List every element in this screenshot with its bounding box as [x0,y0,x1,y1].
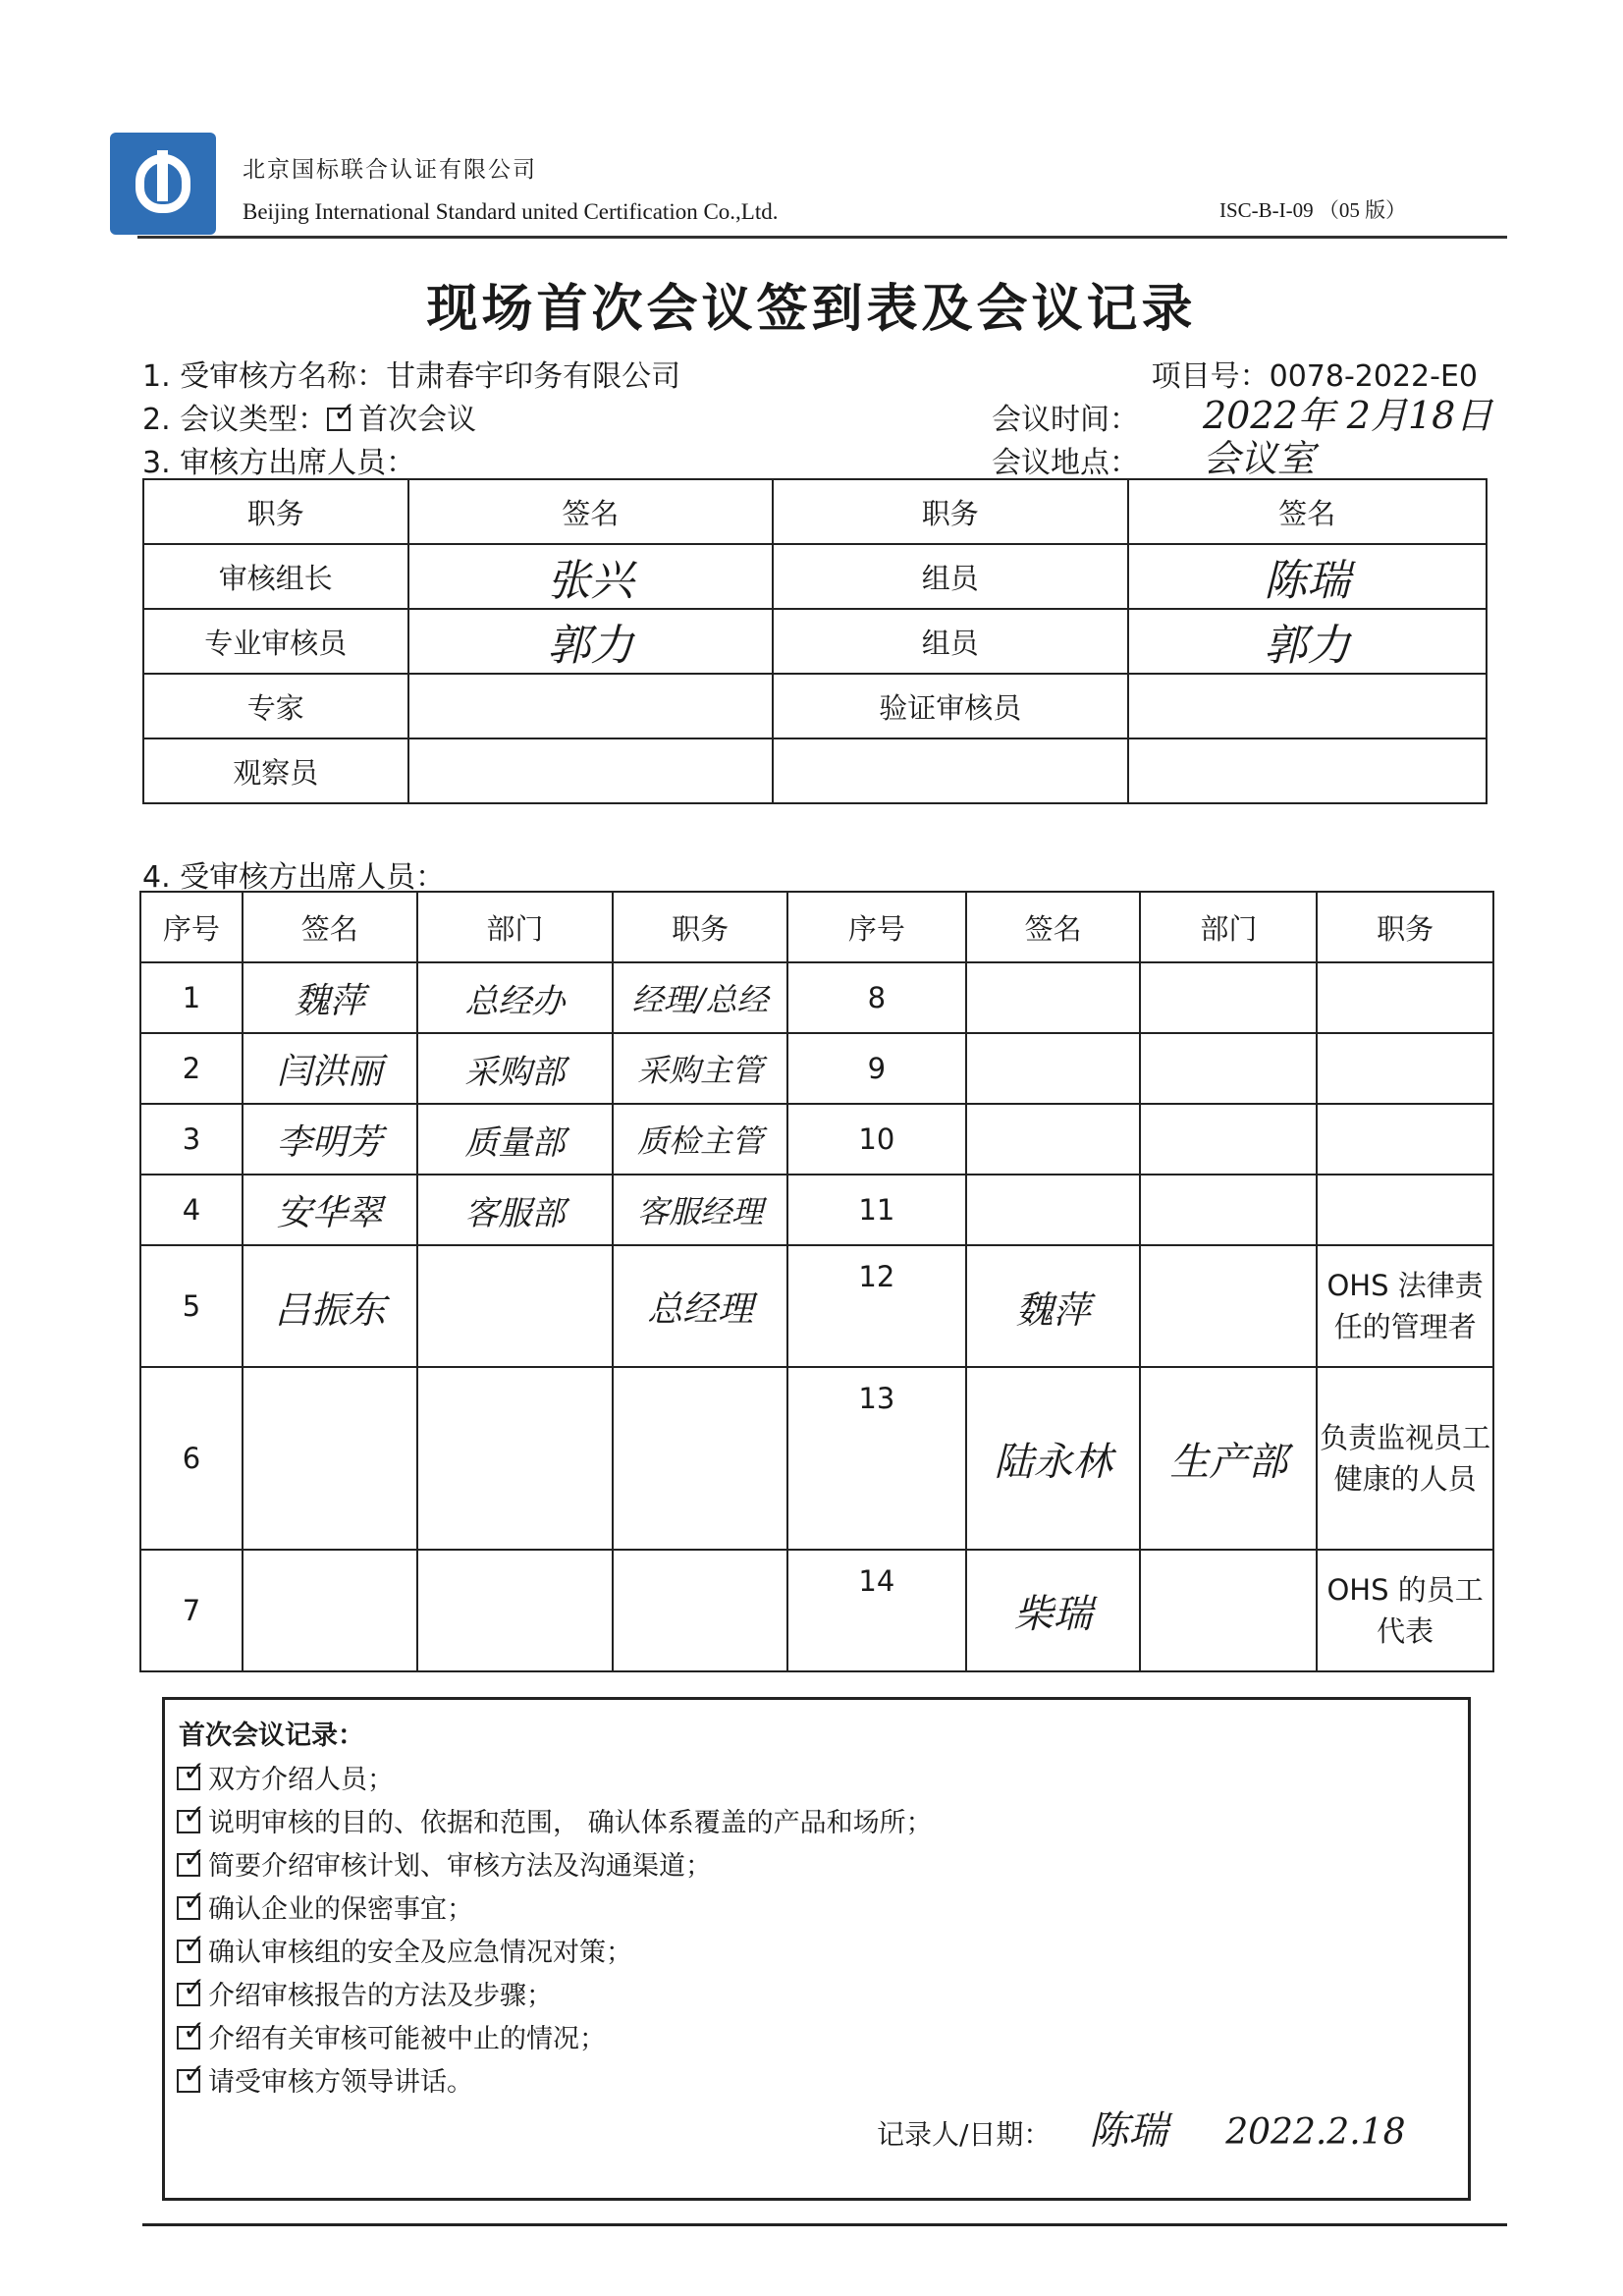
department-cell [417,1550,614,1671]
footer-divider [142,2223,1507,2226]
auditee-label: 1. 受审核方名称： [142,359,387,394]
note-item: ✓请受审核方领导讲话。 [177,2060,473,2099]
department-cell [1140,1104,1317,1175]
position-cell [613,1367,787,1550]
role-cell: 观察员 [143,738,408,803]
table-header-row [143,479,1487,544]
signature-cell [1128,674,1488,738]
position-cell [1317,1104,1493,1175]
signature-cell [243,1367,417,1550]
note-item: ✓确认企业的保密事宜； [177,1887,473,1926]
signature-cell [408,738,773,803]
table-row [140,1104,1493,1175]
table-row [143,544,1487,609]
note-item: ✓简要介绍审核计划、审核方法及沟通渠道； [177,1844,712,1883]
number-cell: 12 [787,1245,966,1367]
table-row [143,609,1487,674]
recorder-label: 记录人/日期： [877,2118,1052,2151]
table-row [140,1550,1493,1671]
table-row [140,1245,1493,1367]
checkbox-icon [177,2026,200,2050]
page-title: 现场首次会议签到表及会议记录 [426,280,1197,339]
auditee-attendees-label: 4. 受审核方出席人员： [142,860,446,895]
logo-bar-icon [157,150,168,201]
signature-cell: 李明芳 [243,1104,417,1175]
auditee-name: 甘肃春宇印务有限公司 [386,359,681,394]
role-cell: 审核组长 [143,544,408,609]
header-divider [137,236,1507,239]
position-cell [1317,962,1493,1033]
number-cell: 5 [140,1245,243,1367]
role-cell: 专家 [143,674,408,738]
number-cell: 9 [787,1033,966,1104]
number-cell: 10 [787,1104,966,1175]
position-cell: OHS 法律责任的管理者 [1317,1245,1493,1367]
number-cell: 11 [787,1175,966,1245]
signature-cell: 郭力 [1128,609,1488,674]
note-item: ✓确认审核组的安全及应急情况对策； [177,1931,632,1969]
role-cell: 组员 [773,609,1127,674]
number-cell: 3 [140,1104,243,1175]
position-cell: OHS 的员工代表 [1317,1550,1493,1671]
auditee-attendees-table [139,891,1494,1672]
note-item: ✓介绍有关审核可能被中止的情况； [177,2017,606,2055]
meeting-type-value: 首次会议 [358,403,477,437]
position-cell: 采购主管 [613,1033,787,1104]
header-cell: 签名 [408,479,773,544]
recorder-line [877,2100,1405,2156]
number-cell: 4 [140,1175,243,1245]
number-cell: 6 [140,1367,243,1550]
document-code: ISC-B-I-09 （05 版） [1219,198,1407,222]
position-cell [613,1550,787,1671]
checkbox-icon [327,408,351,431]
position-cell: 总经理 [613,1245,787,1367]
meeting-place-label: 会议地点： [992,446,1139,480]
department-cell [417,1245,614,1367]
recorder-date: 2022.2.18 [1225,2112,1406,2153]
department-cell [417,1367,614,1550]
department-cell [1140,1175,1317,1245]
signature-cell: 陈瑞 [1128,544,1488,609]
department-cell [1140,1550,1317,1671]
company-name-cn: 北京国标联合认证有限公司 [243,157,537,183]
meeting-place-value: 会议室 [1203,437,1316,480]
signature-cell: 魏萍 [243,962,417,1033]
header-cell: 序号 [787,892,966,962]
company-logo [110,133,216,235]
department-cell: 总经办 [417,962,614,1033]
header-cell: 职务 [143,479,408,544]
note-item: ✓介绍审核报告的方法及步骤； [177,1974,553,2012]
number-cell: 2 [140,1033,243,1104]
department-cell: 质量部 [417,1104,614,1175]
header-cell: 职务 [773,479,1127,544]
meeting-type-label: 2. 会议类型： [142,403,328,437]
department-cell: 客服部 [417,1175,614,1245]
signature-cell: 闫洪丽 [243,1033,417,1104]
note-item: ✓双方介绍人员； [177,1758,394,1796]
signature-cell: 柴瑞 [966,1550,1141,1671]
position-cell: 经理/总经 [613,962,787,1033]
signature-cell [966,1104,1141,1175]
number-cell: 14 [787,1550,966,1671]
header-cell: 签名 [243,892,417,962]
meeting-type-line [142,395,476,438]
signature-cell: 安华翠 [243,1175,417,1245]
header-cell: 部门 [417,892,614,962]
signature-cell: 魏萍 [966,1245,1141,1367]
table-row [140,1033,1493,1104]
notes-title: 首次会议记录： [179,1721,364,1751]
department-cell [1140,1245,1317,1367]
header-cell: 职务 [1317,892,1493,962]
project-number: 项目号：0078-2022-E0 [1151,359,1478,394]
recorder-signature: 陈瑞 [1089,2108,1168,2154]
number-cell: 7 [140,1550,243,1671]
department-cell: 生产部 [1140,1367,1317,1550]
number-cell: 13 [787,1367,966,1550]
signature-cell: 陆永林 [966,1367,1141,1550]
signature-cell [1128,738,1488,803]
audit-team-label: 3. 审核方出席人员： [142,446,416,480]
position-cell: 质检主管 [613,1104,787,1175]
signature-cell [408,674,773,738]
table-row [140,1175,1493,1245]
audit-team-table [142,478,1488,804]
table-row [143,674,1487,738]
header-cell: 序号 [140,892,243,962]
checkbox-icon [177,1983,200,2006]
checkbox-icon [177,2069,200,2093]
role-cell [773,738,1127,803]
table-header-row [140,892,1493,962]
checkbox-icon [177,1853,200,1877]
role-cell: 组员 [773,544,1127,609]
meeting-time-value: 2022年 2月18日 [1203,394,1493,437]
table-row [140,962,1493,1033]
position-cell: 负责监视员工健康的人员 [1317,1367,1493,1550]
position-cell [1317,1033,1493,1104]
signature-cell [966,962,1141,1033]
number-cell: 1 [140,962,243,1033]
table-row [143,738,1487,803]
department-cell [1140,1033,1317,1104]
signature-cell [966,1175,1141,1245]
checkbox-icon [177,1810,200,1833]
department-cell: 采购部 [417,1033,614,1104]
checkbox-icon [177,1896,200,1920]
signature-cell: 郭力 [408,609,773,674]
number-cell: 8 [787,962,966,1033]
checkbox-icon [177,1767,200,1790]
checkbox-icon [177,1940,200,1963]
position-cell [1317,1175,1493,1245]
header-cell: 签名 [1128,479,1488,544]
table-row [140,1367,1493,1550]
meeting-time-label: 会议时间： [992,403,1139,437]
role-cell: 验证审核员 [773,674,1127,738]
signature-cell: 张兴 [408,544,773,609]
department-cell [1140,962,1317,1033]
signature-cell: 吕振东 [243,1245,417,1367]
signature-cell [966,1033,1141,1104]
header-cell: 签名 [966,892,1141,962]
note-item: ✓说明审核的目的、依据和范围， 确认体系覆盖的产品和场所； [177,1801,933,1839]
header-cell: 职务 [613,892,787,962]
signature-cell [243,1550,417,1671]
auditee-line [142,352,680,395]
position-cell: 客服经理 [613,1175,787,1245]
role-cell: 专业审核员 [143,609,408,674]
company-name-en: Beijing International Standard united Certification Co.,Ltd. [243,199,779,224]
header-cell: 部门 [1140,892,1317,962]
